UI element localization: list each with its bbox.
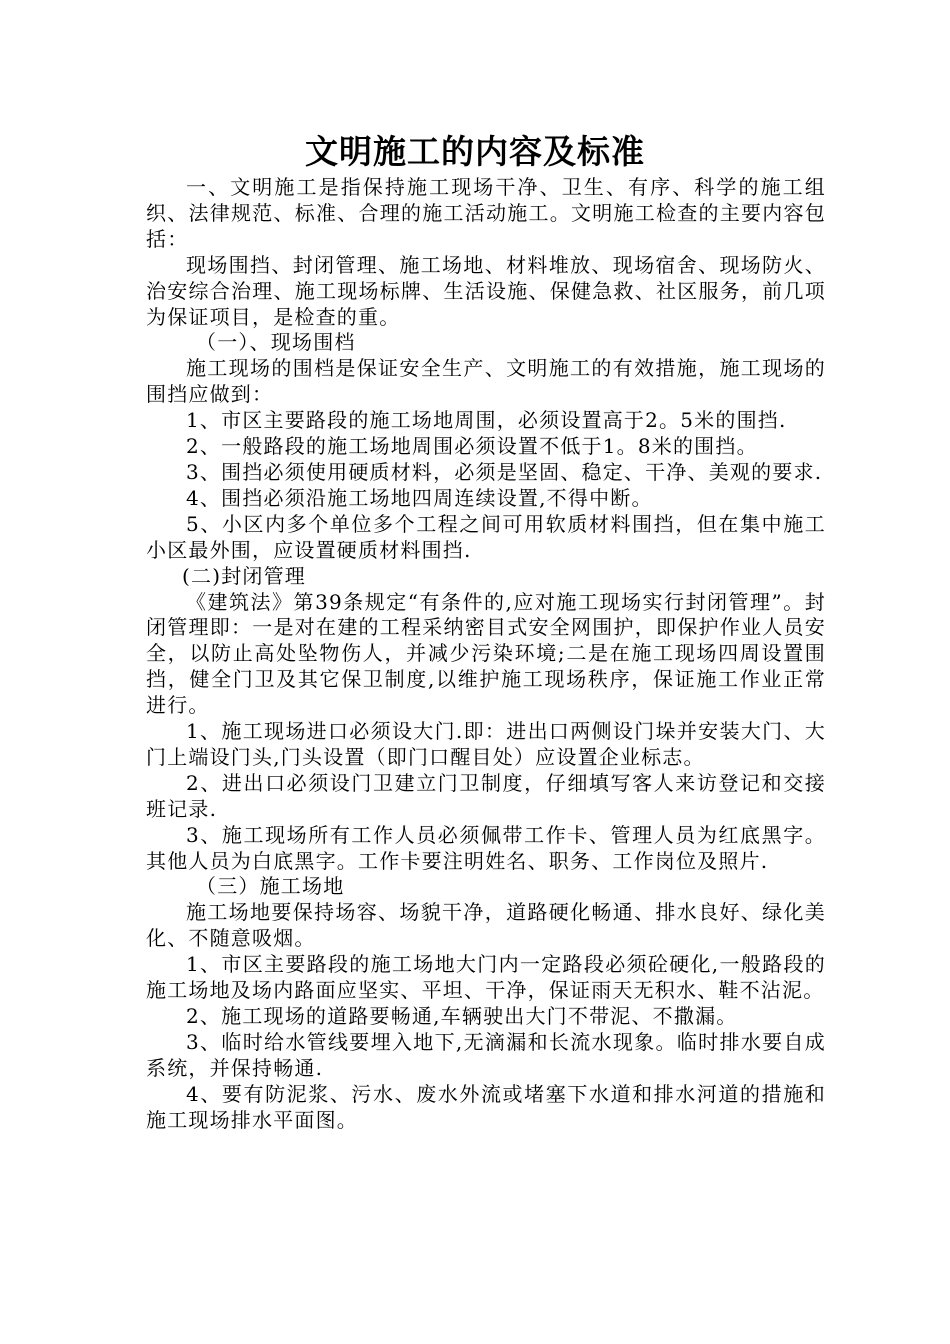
section-heading: (二)封闭管理: [182, 563, 307, 588]
body-paragraph: 2、进出口必须设门卫建立门卫制度，仔细填写客人来访登记和交接班记录.: [146, 770, 826, 821]
body-paragraph: 2、施工现场的道路要畅通,车辆驶出大门不带泥、不撒漏。: [186, 1004, 738, 1028]
section-heading: （三）施工场地: [196, 874, 345, 899]
body-paragraph: 4、要有防泥浆、污水、废水外流或堵塞下水道和排水河道的措施和施工现场排水平面图。: [146, 1081, 826, 1132]
body-paragraph: 一、文明施工是指保持施工现场干净、卫生、有序、科学的施工组织、法律规范、标准、合理的施工活动施工。文明施工检查的主要内容包括：: [146, 175, 826, 251]
body-paragraph: 施工场地要保持场容、场貌干净，道路硬化畅通、排水良好、绿化美化、不随意吸烟。: [146, 900, 826, 951]
body-paragraph: 5、小区内多个单位多个工程之间可用软质材料围挡，但在集中施工小区最外围，应设置硬质材料围挡.: [146, 511, 826, 562]
document-title: 文明施工的内容及标准: [305, 132, 645, 171]
section-heading: （一）、现场围档: [196, 330, 356, 355]
body-paragraph: 《建筑法》第39条规定“有条件的,应对施工现场实行封闭管理”。封闭管理即：一是对在建的工程采纳密目式安全网围护，即保护作业人员安全，以防止高处坠物伤人，并减少污染环境;二是在施工现场四周设置围挡，健全门卫及其它保卫制度,以维护施工现场秩序，保证施工作业正常进行。: [146, 589, 826, 718]
body-paragraph: 1、施工现场进口必须设大门.即：进出口两侧设门垛并安装大门、大门上端设门头,门头设置（即门口醒目处）应设置企业标志。: [146, 719, 826, 769]
body-paragraph: 2、一般路段的施工场地周围必须设置不低于1。8米的围挡。: [186, 434, 758, 459]
body-paragraph: 现场围挡、封闭管理、施工场地、材料堆放、现场宿舍、现场防火、治安综合治理、施工现场标牌、生活设施、保健急救、社区服务，前几项为保证项目，是检查的重。: [146, 252, 826, 329]
body-paragraph: 1、市区主要路段的施工场地大门内一定路段必须砼硬化,一般路段的施工场地及场内路面应坚实、平坦、干净，保证雨天无积水、鞋不沾泥。: [146, 952, 826, 1003]
document-body: [146, 175, 826, 1134]
body-paragraph: 3、临时给水管线要埋入地下,无滴漏和长流水现象。临时排水要自成系统，并保持畅通.: [146, 1029, 826, 1080]
body-paragraph: 施工现场的围档是保证安全生产、文明施工的有效措施，施工现场的围挡应做到：: [146, 356, 826, 407]
body-paragraph: 4、围挡必须沿施工场地四周连续设置,不得中断。: [186, 485, 653, 510]
body-paragraph: 3、施工现场所有工作人员必须佩带工作卡、管理人员为红底黑字。其他人员为白底黑字。工作卡要注明姓名、职务、工作岗位及照片.: [146, 822, 826, 873]
body-paragraph: 1、市区主要路段的施工场地周围，必须设置高于2。5米的围挡.: [186, 408, 787, 433]
body-paragraph: 3、围挡必须使用硬质材料，必须是坚固、稳定、干净、美观的要求.: [186, 459, 823, 484]
